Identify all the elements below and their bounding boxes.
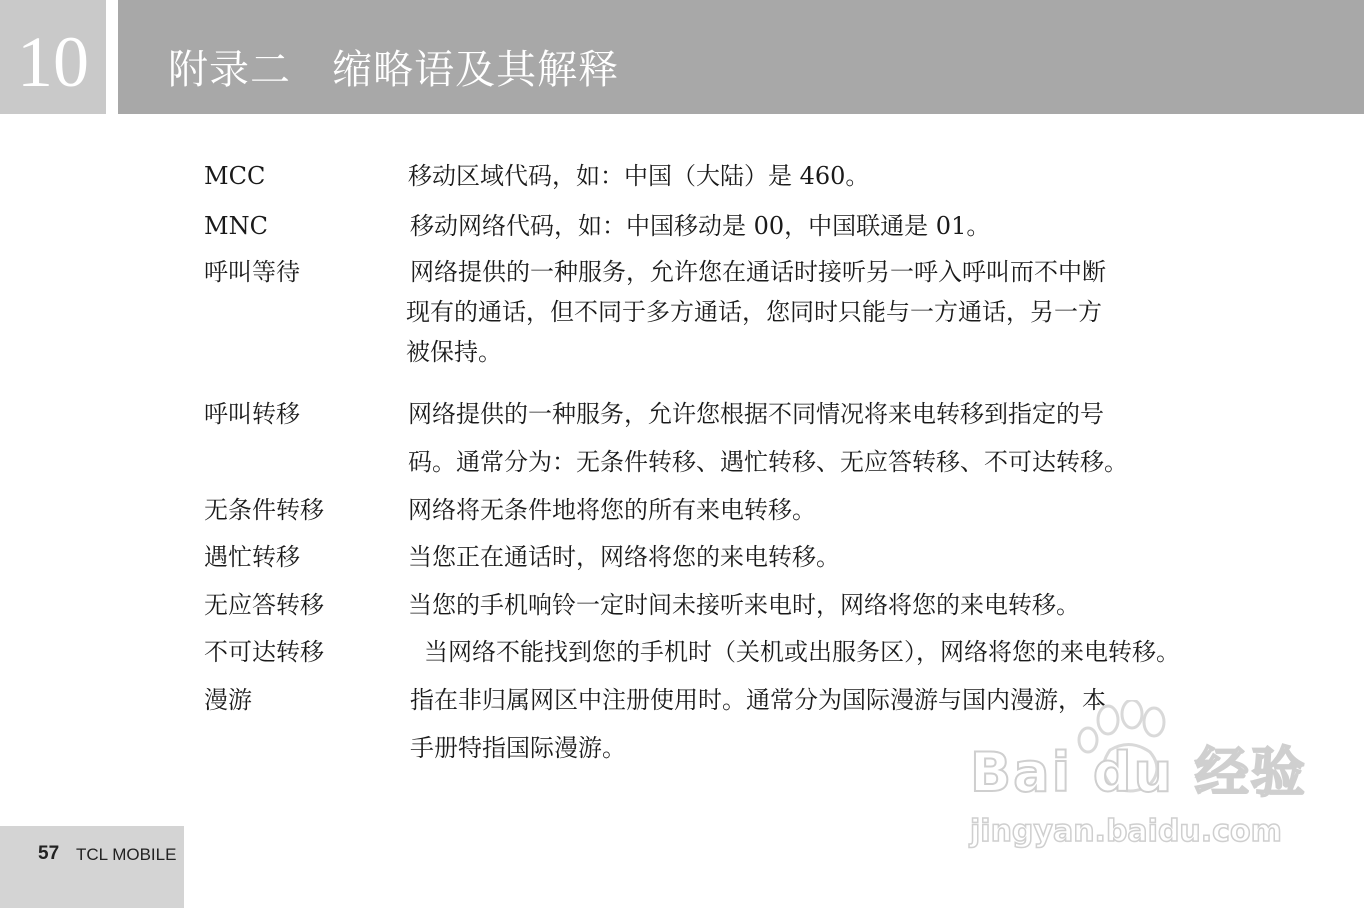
glossary-definition: 当您正在通话时，网络将您的来电转移。 <box>408 543 840 571</box>
glossary-definition: 手册特指国际漫游。 <box>410 734 626 762</box>
glossary-definition: 网络提供的一种服务，允许您在通话时接听另一呼入呼叫而不中断 <box>410 258 1106 286</box>
page-number: 57 <box>38 843 60 864</box>
page-title: 附录二 缩略语及其解释 <box>168 47 620 93</box>
glossary-definition: 指在非归属网区中注册使用时。通常分为国际漫游与国内漫游，本 <box>410 686 1106 714</box>
glossary-definition: 现有的通话，但不同于多方通话，您同时只能与一方通话，另一方 <box>406 298 1102 326</box>
glossary-term: 呼叫转移 <box>204 400 300 428</box>
glossary-term: 遇忙转移 <box>204 543 300 571</box>
glossary-term: 不可达转移 <box>204 638 324 666</box>
glossary-definition: 移动网络代码，如：中国移动是 00，中国联通是 01。 <box>410 212 991 240</box>
footer-box <box>0 826 184 908</box>
glossary-definition: 当您的手机响铃一定时间未接听来电时，网络将您的来电转移。 <box>408 591 1080 619</box>
glossary-term: MNC <box>204 212 268 240</box>
glossary-term: 无应答转移 <box>204 591 324 619</box>
glossary-definition: 网络提供的一种服务，允许您根据不同情况将来电转移到指定的号 <box>408 400 1104 428</box>
chapter-number: 10 <box>17 22 89 102</box>
glossary-definition: 当网络不能找到您的手机时（关机或出服务区），网络将您的来电转移。 <box>424 638 1180 666</box>
glossary-term: 无条件转移 <box>204 496 324 524</box>
footer-brand: TCL MOBILE <box>76 845 177 864</box>
glossary-definition: 码。通常分为：无条件转移、遇忙转移、无应答转移、不可达转移。 <box>408 448 1128 476</box>
glossary-term: MCC <box>204 162 266 190</box>
watermark-logo-text: Bai du 经验 <box>970 741 1307 804</box>
glossary-definition: 被保持。 <box>406 338 502 366</box>
watermark-url: jingyan.baidu.com <box>970 814 1282 849</box>
glossary-term: 漫游 <box>204 686 252 714</box>
glossary-term: 呼叫等待 <box>204 258 300 286</box>
glossary-definition: 移动区域代码，如：中国（大陆）是 460。 <box>408 162 870 190</box>
glossary-definition: 网络将无条件地将您的所有来电转移。 <box>408 496 816 524</box>
